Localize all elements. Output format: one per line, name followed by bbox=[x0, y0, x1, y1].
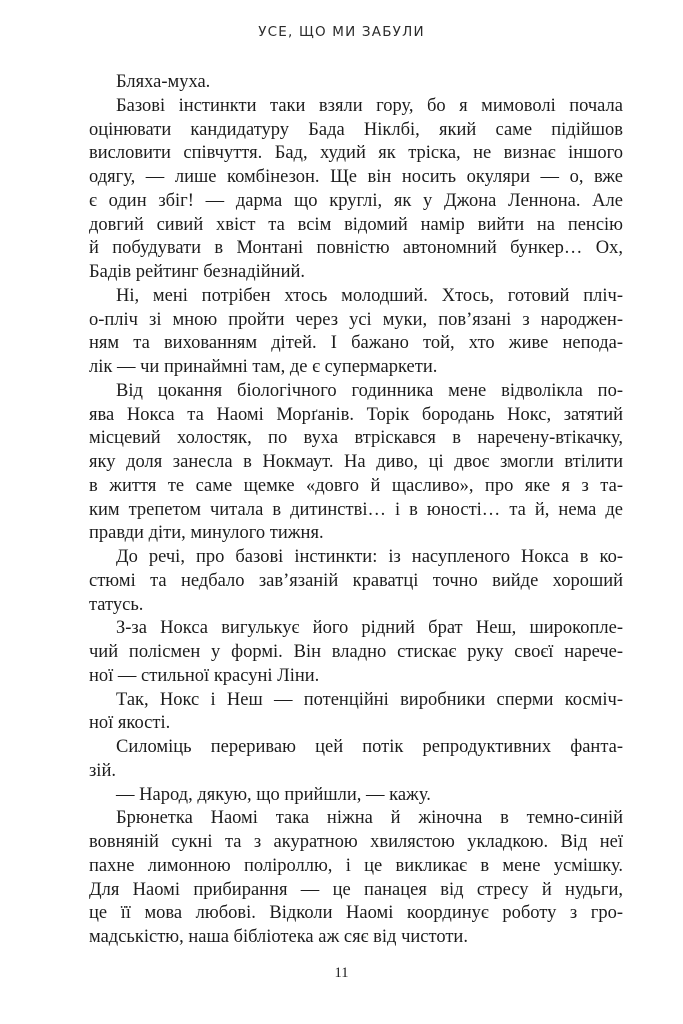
paragraph bbox=[89, 807, 623, 950]
paragraph bbox=[89, 617, 623, 688]
paragraph bbox=[89, 71, 623, 95]
text-line: ням та вихованням дітей. І бажано той, хто живе непода- bbox=[89, 333, 623, 354]
text-line: в життя те саме щемке «довго й щасливо», про яке я з та- bbox=[89, 475, 623, 496]
text-line: о-пліч зі мною пройти через усі муки, пов’язані з народжен- bbox=[89, 309, 623, 330]
paragraph bbox=[89, 546, 623, 617]
text-line: довгий сивий хвіст та всім відомий намір вийти на пенсію bbox=[89, 214, 623, 235]
text-line: оцінювати кандидатуру Бада Ніклбі, який саме підійшов bbox=[89, 119, 623, 140]
text-line: ява Нокса та Наомі Морґанів. Торік бородань Нокс, затятий bbox=[89, 404, 623, 425]
text-line: й побудувати в Монтані повністю автономний бункер… Ох, bbox=[89, 238, 623, 259]
text-line: З-за Нокса вигулькує його рідний брат Неш, широкопле- bbox=[116, 618, 623, 639]
paragraph bbox=[89, 285, 623, 380]
text-line: яку доля занесла в Нокмаут. На диво, ці двоє змогли втілити bbox=[89, 452, 623, 472]
text-line: пахне лимонною поліроллю, і це викликає в мене усмішку. bbox=[89, 855, 623, 876]
text-line: правди діти, минулого тижня. bbox=[89, 523, 324, 544]
text-line: ної якості. bbox=[89, 713, 171, 734]
text-line: Брюнетка Наомі така ніжна й жіночна в темно-синій bbox=[116, 808, 623, 829]
running-head: УСЕ, ЩО МИ ЗАБУЛИ bbox=[258, 24, 425, 40]
text-line: стюмі та недбало зав’язаній краватці точно вийде хороший bbox=[89, 570, 623, 591]
text-line: Ні, мені потрібен хтось молодший. Хтось, готовий пліч- bbox=[116, 285, 623, 306]
text-line: вовняній сукні та з акуратною хвилястою укладкою. Від неї bbox=[89, 832, 623, 852]
text-line: ної — стильної красуні Ліни. bbox=[89, 665, 320, 686]
text-block bbox=[89, 71, 623, 950]
text-line: одягу, — лише комбінезон. Ще він носить окуляри — о, вже bbox=[89, 167, 623, 187]
text-line: лік — чи принаймні там, де є супермаркети. bbox=[89, 357, 438, 377]
text-line: Бляха-муха. bbox=[116, 72, 211, 92]
text-line: Так, Нокс і Неш — потенційні виробники сперми косміч- bbox=[116, 689, 623, 710]
text-line: ким трепетом читала в дитинстві… і в юності… та й, нема де bbox=[89, 499, 623, 520]
text-line: мадськістю, наша бібліотека аж сяє від чистоти. bbox=[89, 927, 468, 947]
text-line: Силоміць перериваю цей потік репродуктивних фанта- bbox=[116, 737, 623, 757]
paragraph bbox=[89, 784, 623, 808]
text-line: зій. bbox=[89, 760, 116, 781]
page-number: 11 bbox=[334, 965, 349, 981]
paragraph bbox=[89, 736, 623, 784]
text-line: висловити співчуття. Бад, худий як тріска, не визнає іншого bbox=[89, 143, 623, 164]
paragraph bbox=[89, 95, 623, 285]
text-line: Від цокання біологічного годинника мене відволікла по- bbox=[116, 380, 623, 401]
text-line: — Народ, дякую, що прийшли, — кажу. bbox=[116, 784, 431, 805]
paragraph bbox=[89, 689, 623, 737]
text-line: Для Наомі прибирання — це панацея від стресу й нудьги, bbox=[89, 879, 623, 900]
paragraph bbox=[89, 380, 623, 546]
text-line: Бадів рейтинг безнадійний. bbox=[89, 262, 306, 282]
text-line: До речі, про базові інстинкти: із насупленого Нокса в ко- bbox=[116, 547, 623, 567]
text-line: Базові інстинкти таки взяли гору, бо я мимоволі почала bbox=[116, 95, 623, 116]
text-line: є один збіг! — дарма що круглі, як у Джона Леннона. Але bbox=[89, 190, 623, 211]
text-line: місцевий холостяк, по вуха втріскався в наречену-втікачку, bbox=[89, 428, 623, 449]
text-line: татусь. bbox=[89, 594, 144, 615]
text-line: це її мова любові. Відколи Наомі координує роботу з гро- bbox=[89, 903, 623, 924]
text-line: чий полісмен у формі. Він владно стискає руку своєї нарече- bbox=[89, 642, 623, 662]
